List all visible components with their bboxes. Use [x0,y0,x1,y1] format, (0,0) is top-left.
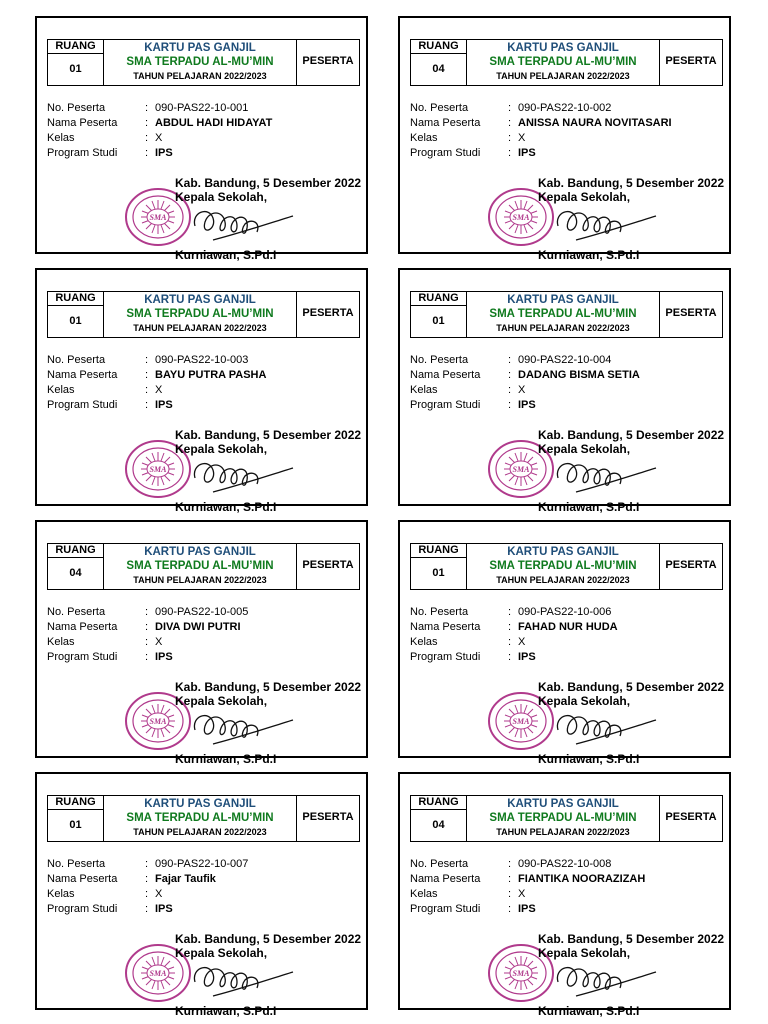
colon: : [145,369,149,381]
school-name: SMA TERPADU AL-MU’MIN [126,56,274,68]
colon: : [145,651,149,663]
colon: : [145,117,149,129]
card-title: KARTU PAS GANJIL [144,798,256,810]
peserta-label: PESERTA [302,307,354,319]
card-header [410,543,723,590]
participant-info [47,857,360,917]
card-title: KARTU PAS GANJIL [144,294,256,306]
participant-info [47,101,360,161]
ruang-value: 04 [48,558,104,589]
exam-card-7 [35,772,368,1018]
no-peserta-value: 090-PAS22-10-004 [518,354,612,366]
stamp-text: SMA [149,969,167,978]
signature-place-date: Kab. Bandung, 5 Desember 2022 [175,680,362,694]
info-row-nama [47,872,360,887]
program-studi-value: IPS [518,399,536,411]
kelas-value: X [155,888,163,900]
card-header [47,291,360,338]
academic-year: TAHUN PELAJARAN 2022/2023 [496,575,630,585]
info-row-nama [47,620,360,635]
principal-name: Kurniawan, S.Pd.I [538,248,640,262]
nama-peserta-value: FAHAD NUR HUDA [518,621,618,633]
colon: : [508,354,512,366]
info-row-prodi [410,146,723,161]
exam-card-4 [398,268,731,514]
signature-place-date: Kab. Bandung, 5 Desember 2022 [175,428,362,442]
card-title: KARTU PAS GANJIL [507,546,619,558]
colon: : [145,132,149,144]
colon: : [145,888,149,900]
info-row-prodi [47,146,360,161]
no-peserta-value: 090-PAS22-10-006 [518,606,612,618]
info-row-prodi [410,650,723,665]
ruang-label: RUANG [411,292,467,306]
header-center [467,40,660,85]
colon: : [508,621,512,633]
colon: : [508,384,512,396]
no-peserta-value: 090-PAS22-10-002 [518,102,612,114]
colon: : [508,858,512,870]
no-peserta-label: No. Peserta [410,102,469,114]
no-peserta-label: No. Peserta [410,606,469,618]
colon: : [508,147,512,159]
ruang-value: 01 [411,306,467,337]
program-studi-label: Program Studi [410,399,481,411]
card-title: KARTU PAS GANJIL [144,546,256,558]
nama-peserta-value: BAYU PUTRA PASHA [155,369,267,381]
signature-title: Kepala Sekolah, [538,442,631,456]
stamp-text: SMA [512,717,530,726]
kelas-label: Kelas [47,636,75,648]
ruang-label: RUANG [48,544,104,558]
signature-place-date: Kab. Bandung, 5 Desember 2022 [538,680,725,694]
kelas-label: Kelas [410,384,438,396]
kelas-label: Kelas [410,636,438,648]
program-studi-value: IPS [155,903,173,915]
header-center [467,544,660,589]
no-peserta-label: No. Peserta [47,606,106,618]
info-row-no [410,857,723,872]
card-title: KARTU PAS GANJIL [507,294,619,306]
peserta-label: PESERTA [665,811,717,823]
colon: : [145,399,149,411]
signature-title: Kepala Sekolah, [538,946,631,960]
no-peserta-value: 090-PAS22-10-001 [155,102,249,114]
no-peserta-value: 090-PAS22-10-007 [155,858,249,870]
participant-info [47,353,360,413]
info-row-kelas [410,131,723,146]
school-name: SMA TERPADU AL-MU’MIN [489,812,637,824]
header-center [104,544,297,589]
header-center [104,292,297,337]
kelas-value: X [518,384,526,396]
colon: : [508,651,512,663]
academic-year: TAHUN PELAJARAN 2022/2023 [496,323,630,333]
info-row-nama [410,872,723,887]
kelas-label: Kelas [410,888,438,900]
card-header [410,39,723,86]
colon: : [508,102,512,114]
nama-peserta-label: Nama Peserta [47,117,118,129]
signature-title: Kepala Sekolah, [175,442,268,456]
stamp-text: SMA [149,465,167,474]
peserta-label: PESERTA [665,559,717,571]
colon: : [145,606,149,618]
school-name: SMA TERPADU AL-MU’MIN [489,308,637,320]
academic-year: TAHUN PELAJARAN 2022/2023 [133,323,267,333]
colon: : [145,873,149,885]
colon: : [508,873,512,885]
colon: : [145,903,149,915]
principal-name: Kurniawan, S.Pd.I [538,1004,640,1018]
info-row-nama [47,116,360,131]
ruang-value: 04 [411,810,467,841]
exam-card-5 [35,520,368,766]
no-peserta-label: No. Peserta [410,858,469,870]
program-studi-label: Program Studi [410,903,481,915]
header-center [104,40,297,85]
kelas-value: X [155,132,163,144]
kelas-value: X [518,888,526,900]
nama-peserta-label: Nama Peserta [47,621,118,633]
info-row-kelas [410,383,723,398]
info-row-no [47,605,360,620]
school-name: SMA TERPADU AL-MU’MIN [126,308,274,320]
ruang-label: RUANG [48,40,104,54]
card-header [47,543,360,590]
signature-title: Kepala Sekolah, [175,190,268,204]
kelas-label: Kelas [47,888,75,900]
ruang-value: 01 [48,306,104,337]
participant-info [410,857,723,917]
stamp-text: SMA [149,717,167,726]
no-peserta-label: No. Peserta [47,354,106,366]
program-studi-value: IPS [518,651,536,663]
academic-year: TAHUN PELAJARAN 2022/2023 [133,827,267,837]
signature-place-date: Kab. Bandung, 5 Desember 2022 [538,176,725,190]
nama-peserta-value: FIANTIKA NOORAZIZAH [518,873,646,885]
colon: : [145,621,149,633]
colon: : [508,117,512,129]
info-row-no [47,101,360,116]
signature-title: Kepala Sekolah, [175,946,268,960]
info-row-no [410,353,723,368]
peserta-label: PESERTA [302,559,354,571]
colon: : [508,636,512,648]
exam-card-6 [398,520,731,766]
nama-peserta-value: DADANG BISMA SETIA [518,369,640,381]
program-studi-label: Program Studi [410,651,481,663]
colon: : [145,384,149,396]
nama-peserta-value: ABDUL HADI HIDAYAT [155,117,273,129]
academic-year: TAHUN PELAJARAN 2022/2023 [496,71,630,81]
colon: : [508,903,512,915]
info-row-no [410,101,723,116]
info-row-kelas [47,887,360,902]
colon: : [145,636,149,648]
nama-peserta-label: Nama Peserta [410,117,481,129]
colon: : [508,132,512,144]
info-row-nama [410,620,723,635]
stamp-text: SMA [149,213,167,222]
program-studi-label: Program Studi [410,147,481,159]
info-row-prodi [47,398,360,413]
info-row-kelas [410,635,723,650]
card-title: KARTU PAS GANJIL [507,798,619,810]
peserta-label: PESERTA [302,811,354,823]
colon: : [508,399,512,411]
info-row-nama [410,116,723,131]
ruang-value: 01 [48,810,104,841]
program-studi-label: Program Studi [47,399,118,411]
principal-name: Kurniawan, S.Pd.I [175,1004,277,1018]
colon: : [145,147,149,159]
info-row-kelas [410,887,723,902]
info-row-no [47,857,360,872]
nama-peserta-value: ANISSA NAURA NOVITASARI [518,117,672,129]
ruang-label: RUANG [411,40,467,54]
no-peserta-label: No. Peserta [47,102,106,114]
signature-title: Kepala Sekolah, [175,694,268,708]
kelas-label: Kelas [47,132,75,144]
stamp-text: SMA [512,213,530,222]
header-center [104,796,297,841]
kelas-value: X [155,384,163,396]
signature-title: Kepala Sekolah, [538,694,631,708]
info-row-nama [410,368,723,383]
ruang-label: RUANG [411,544,467,558]
header-center [467,796,660,841]
program-studi-label: Program Studi [47,651,118,663]
card-header [47,795,360,842]
exam-card-1 [35,16,368,262]
ruang-value: 01 [411,558,467,589]
principal-name: Kurniawan, S.Pd.I [538,752,640,766]
kelas-value: X [155,636,163,648]
participant-info [410,353,723,413]
info-row-kelas [47,383,360,398]
participant-info [410,101,723,161]
nama-peserta-label: Nama Peserta [410,873,481,885]
academic-year: TAHUN PELAJARAN 2022/2023 [133,575,267,585]
program-studi-label: Program Studi [47,903,118,915]
card-header [410,291,723,338]
academic-year: TAHUN PELAJARAN 2022/2023 [133,71,267,81]
signature-place-date: Kab. Bandung, 5 Desember 2022 [175,176,362,190]
program-studi-value: IPS [518,903,536,915]
ruang-value: 01 [48,54,104,85]
kelas-label: Kelas [47,384,75,396]
nama-peserta-label: Nama Peserta [47,369,118,381]
ruang-value: 04 [411,54,467,85]
exam-card-8 [398,772,731,1018]
program-studi-value: IPS [518,147,536,159]
info-row-nama [47,368,360,383]
peserta-label: PESERTA [665,307,717,319]
info-row-prodi [410,398,723,413]
colon: : [508,606,512,618]
nama-peserta-label: Nama Peserta [47,873,118,885]
program-studi-label: Program Studi [47,147,118,159]
colon: : [508,369,512,381]
nama-peserta-value: DIVA DWI PUTRI [155,621,241,633]
participant-info [47,605,360,665]
exam-card-3 [35,268,368,514]
school-name: SMA TERPADU AL-MU’MIN [489,560,637,572]
card-title: KARTU PAS GANJIL [144,42,256,54]
principal-name: Kurniawan, S.Pd.I [175,752,277,766]
nama-peserta-value: Fajar Taufik [155,873,216,885]
school-name: SMA TERPADU AL-MU’MIN [489,56,637,68]
info-row-prodi [47,902,360,917]
kelas-label: Kelas [410,132,438,144]
participant-info [410,605,723,665]
signature-place-date: Kab. Bandung, 5 Desember 2022 [175,932,362,946]
signature-place-date: Kab. Bandung, 5 Desember 2022 [538,932,725,946]
program-studi-value: IPS [155,147,173,159]
card-header [47,39,360,86]
school-name: SMA TERPADU AL-MU’MIN [126,560,274,572]
kelas-value: X [518,132,526,144]
card-title: KARTU PAS GANJIL [507,42,619,54]
exam-card-2 [398,16,731,262]
info-row-no [410,605,723,620]
ruang-label: RUANG [48,796,104,810]
signature-title: Kepala Sekolah, [538,190,631,204]
info-row-no [47,353,360,368]
principal-name: Kurniawan, S.Pd.I [175,248,277,262]
stamp-text: SMA [512,465,530,474]
academic-year: TAHUN PELAJARAN 2022/2023 [496,827,630,837]
nama-peserta-label: Nama Peserta [410,369,481,381]
no-peserta-value: 090-PAS22-10-008 [518,858,612,870]
stamp-text: SMA [512,969,530,978]
ruang-label: RUANG [411,796,467,810]
colon: : [145,354,149,366]
no-peserta-value: 090-PAS22-10-003 [155,354,249,366]
kelas-value: X [518,636,526,648]
colon: : [508,888,512,900]
info-row-prodi [47,650,360,665]
principal-name: Kurniawan, S.Pd.I [538,500,640,514]
principal-name: Kurniawan, S.Pd.I [175,500,277,514]
card-header [410,795,723,842]
program-studi-value: IPS [155,651,173,663]
info-row-kelas [47,635,360,650]
nama-peserta-label: Nama Peserta [410,621,481,633]
peserta-label: PESERTA [665,55,717,67]
no-peserta-label: No. Peserta [410,354,469,366]
program-studi-value: IPS [155,399,173,411]
no-peserta-value: 090-PAS22-10-005 [155,606,249,618]
school-name: SMA TERPADU AL-MU’MIN [126,812,274,824]
info-row-kelas [47,131,360,146]
info-row-prodi [410,902,723,917]
no-peserta-label: No. Peserta [47,858,106,870]
ruang-label: RUANG [48,292,104,306]
peserta-label: PESERTA [302,55,354,67]
colon: : [145,102,149,114]
header-center [467,292,660,337]
signature-place-date: Kab. Bandung, 5 Desember 2022 [538,428,725,442]
colon: : [145,858,149,870]
